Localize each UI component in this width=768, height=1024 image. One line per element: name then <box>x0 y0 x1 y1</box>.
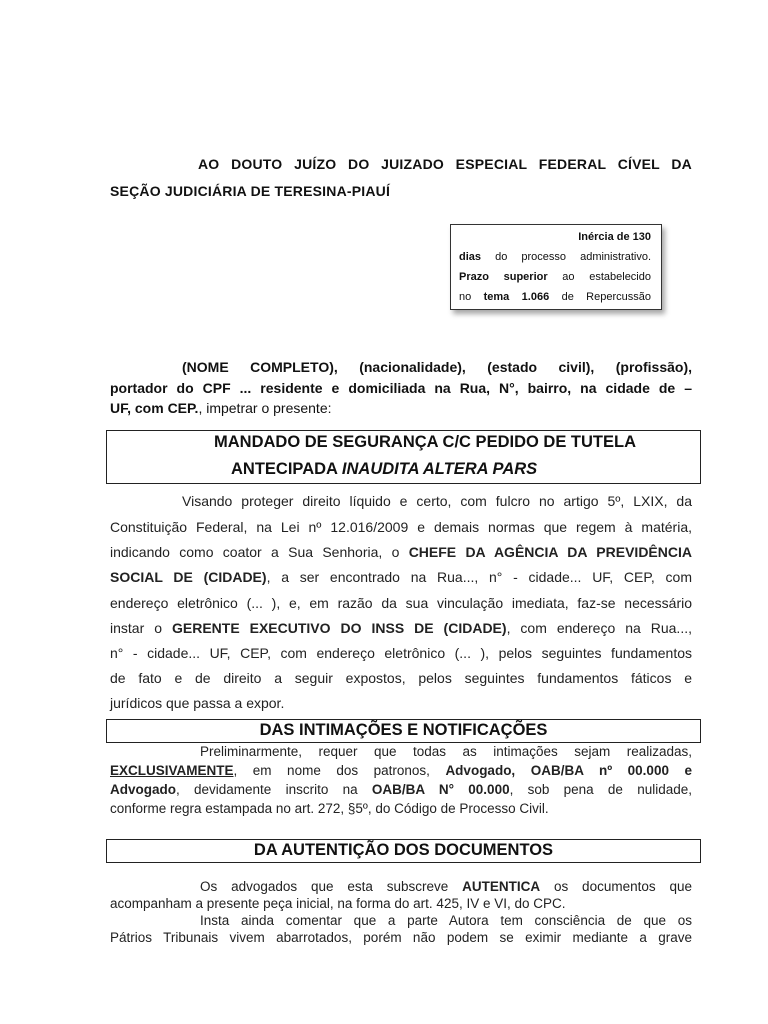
party-line-2: portador do CPF ... residente e domiciliada na Rua, N°, bairro, na cidade de – <box>110 380 692 396</box>
party-line-1: (NOME COMPLETO), (nacionalidade), (estado civil), (profissão), <box>182 359 692 375</box>
address-line-2: SEÇÃO JUDICIÁRIA DE TERESINA-PIAUÍ <box>110 183 391 199</box>
party-line-3-bold: UF, com CEP. <box>110 400 199 416</box>
autenticacao-line-2: acompanham a presente peça inicial, na forma do art. 425, IV e VI, do CPC. <box>110 896 566 911</box>
party-line-3: , impetrar o presente: <box>198 400 332 416</box>
autenticacao-line-1-bold: AUTENTICA <box>462 879 541 894</box>
highlight-note-box <box>450 224 662 310</box>
action-title-box <box>106 430 701 484</box>
intimacoes-line-2: , em nome dos patronos, <box>233 763 446 778</box>
section-intimacoes-box <box>106 719 701 743</box>
autenticacao-line-1-rest: os documentos que <box>540 879 692 894</box>
action-title-line-2: ANTECIPADA <box>231 460 342 478</box>
note-line-3: ao estabelecido <box>547 271 651 283</box>
intimacoes-line-3-rest: , sob pena de nulidade, <box>509 782 692 797</box>
intro-line-1: Visando proteger direito líquido e certo, com fulcro no artigo 5º, LXIX, da <box>182 493 692 509</box>
section-autenticacao-title: DA AUTENTIÇÃO DOS DOCUMENTOS <box>253 841 554 859</box>
intimacoes-oab: OAB/BA N° 00.000 <box>371 782 510 797</box>
note-line-4: de Repercussão <box>549 291 651 303</box>
intimacoes-line-2-bold: Advogado, OAB/BA nº 00.000 e <box>445 763 692 778</box>
note-line-2-bold: dias <box>459 251 482 263</box>
intro-line-2: Constituição Federal, na Lei nº 12.016/2009 e demais normas que regem à matéria, <box>110 519 692 535</box>
intro-line-6-rest: , com endereço na Rua..., <box>506 620 692 636</box>
autenticacao-line-3: Insta ainda comentar que a parte Autora tem consciência de que os <box>200 913 692 928</box>
note-line-4-bold: tema 1.066 <box>483 291 550 303</box>
autenticacao-line-4: Pátrios Tribunais vivem abarrotados, porém não podem se eximir mediante a grave <box>110 930 692 945</box>
intro-line-4-bold: SOCIAL DE (CIDADE) <box>110 569 267 585</box>
intro-line-6: instar o <box>110 620 172 636</box>
note-line-4-pre: no <box>459 291 484 303</box>
intimacoes-line-3-bold: Advogado <box>110 782 176 797</box>
intro-line-3-bold: CHEFE DA AGÊNCIA DA PREVIDÊNCIA <box>408 544 692 560</box>
intimacoes-line-4: conforme regra estampada no art. 272, §5º, do Código de Processo Civil. <box>110 801 549 816</box>
intimacoes-exclusivamente: EXCLUSIVAMENTE <box>110 763 234 778</box>
intro-line-5: endereço eletrônico (... ), e, em razão da sua vinculação imediata, faz-se necessário <box>110 595 692 611</box>
section-autenticacao-box <box>106 839 701 863</box>
intro-line-3: indicando como coator a Sua Senhoria, o <box>110 544 409 560</box>
intro-line-4: , a ser encontrado na Rua..., n° - cidade... UF, CEP, com <box>266 569 692 585</box>
address-line-1: AO DOUTO JUÍZO DO JUIZADO ESPECIAL FEDERAL CÍVEL DA <box>198 156 692 172</box>
intro-line-8: de fato e de direito a seguir expostos, pelos seguintes fundamentos fáticos e <box>110 670 692 686</box>
intimacoes-line-1: Preliminarmente, requer que todas as intimações sejam realizadas, <box>200 744 692 759</box>
intro-line-7: n° - cidade... UF, CEP, com endereço eletrônico (... ), pelos seguintes fundamentos <box>110 645 692 661</box>
action-title-latin: INAUDITA ALTERA PARS <box>341 460 538 478</box>
action-title-line-1: MANDADO DE SEGURANÇA C/C PEDIDO DE TUTELA <box>214 433 636 451</box>
intro-line-6-bold: GERENTE EXECUTIVO DO INSS DE (CIDADE) <box>171 620 507 636</box>
autenticacao-line-1: Os advogados que esta subscreve <box>200 879 463 894</box>
section-intimacoes-title: DAS INTIMAÇÕES E NOTIFICAÇÕES <box>259 721 548 739</box>
note-line-3-bold: Prazo superior <box>459 271 548 283</box>
note-line-1: Inércia de 130 <box>578 231 651 243</box>
intro-line-9: jurídicos que passa a expor. <box>110 695 285 711</box>
note-line-2: do processo administrativo. <box>481 251 651 263</box>
intimacoes-line-3: , devidamente inscrito na <box>176 782 372 797</box>
